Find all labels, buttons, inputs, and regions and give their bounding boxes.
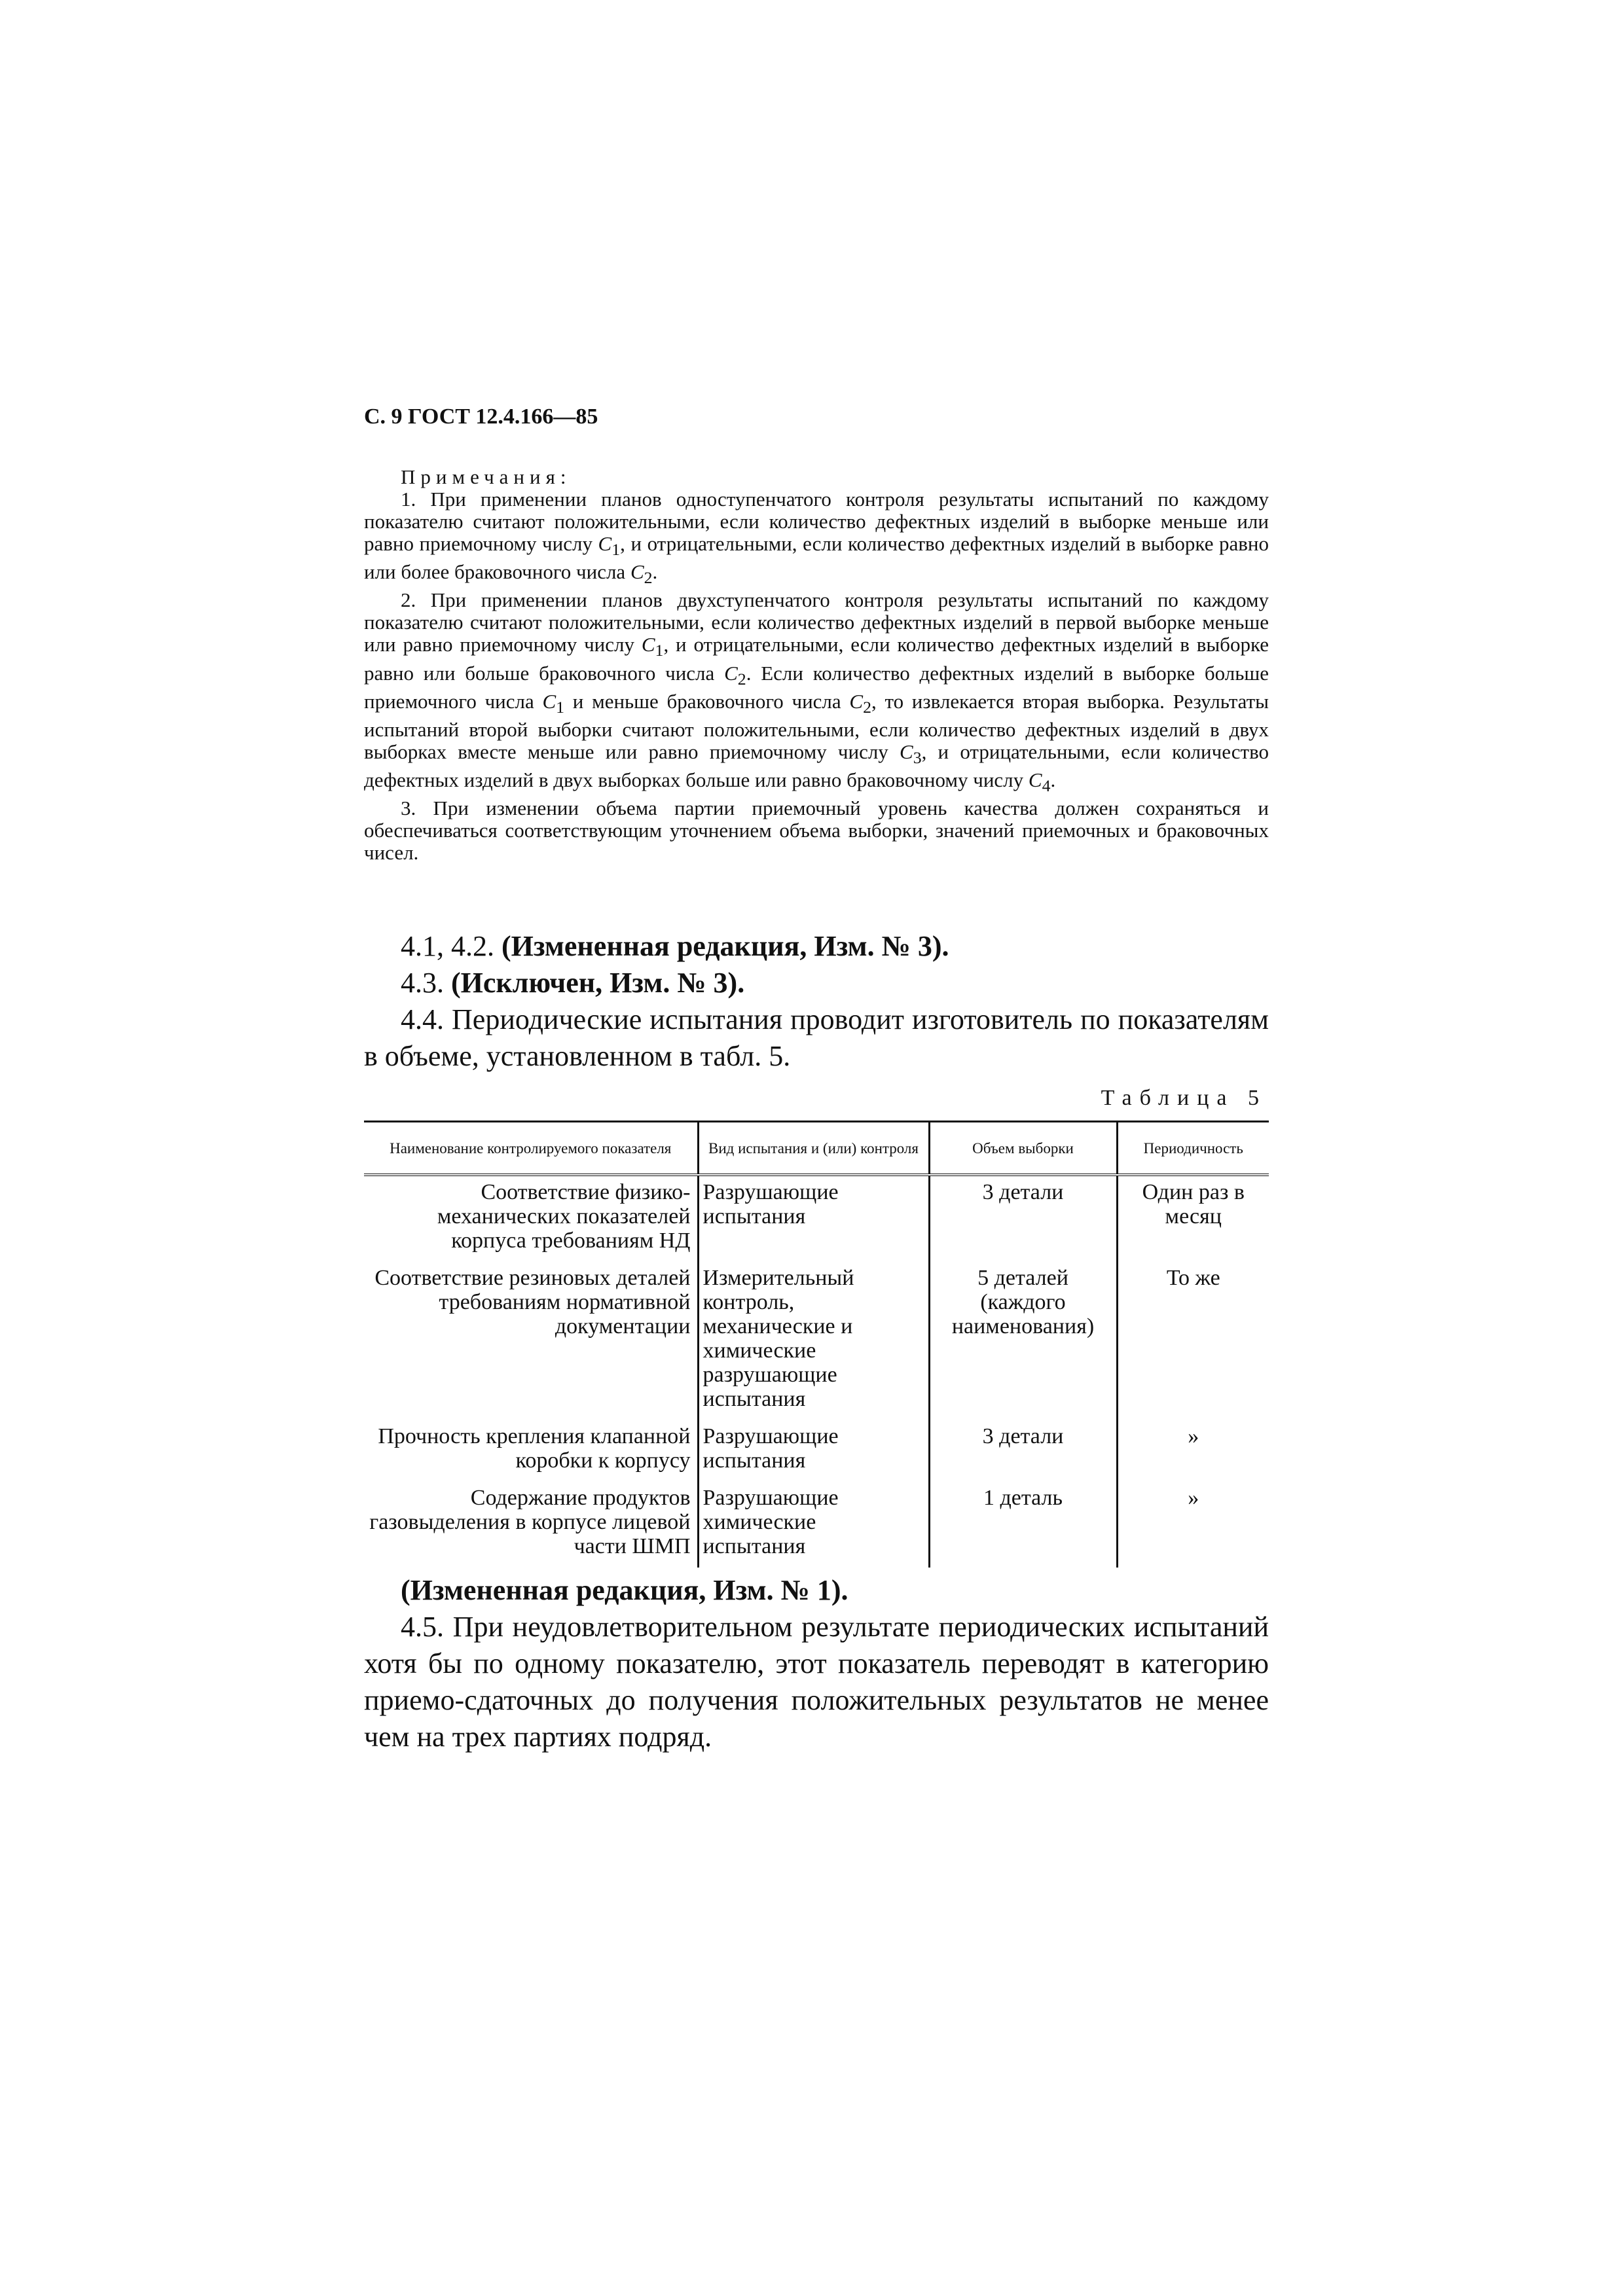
table-cell: Один раз в месяц	[1117, 1175, 1269, 1262]
para-4-1-4-2: 4.1, 4.2. (Измененная редакция, Изм. № 3).	[401, 930, 949, 962]
table-header-cell: Вид испытания и (или) контроля	[698, 1122, 929, 1175]
table-cell: То же	[1117, 1262, 1269, 1420]
para-4-4: 4.4. Периодические испытания проводит изготовитель по показателям в объеме, установленном в табл. 5.	[364, 1003, 1269, 1072]
para-amendment-1: (Измененная редакция, Изм. № 1).	[401, 1574, 848, 1606]
table-cell: Соответствие резиновых деталей требованиям нормативной документации	[374, 1266, 691, 1338]
note-2: 2. При применении планов двухступенчатого контроля результаты испытаний по каждому показателю считают положительными, если количество дефектных изделий в первой выборке меньше или равно приемочному числу $C_1$, и отрицательными, если количество дефектных изделий в выборке равно или больше браковочного числа $C_2$. Если количество дефектных изделий в выборке больше приемочного числа $C_1$ и меньше браковочного числа $C_2$, то извлекается вторая выборка. Результаты испытаний второй выборки считают положительными, если количество дефектных изделий в двух выборках вместе меньше или равно приемочному числу $C_3$, и отрицательными, если количество дефектных изделий в двух выборках больше или равно браковочному числу $C_4$.	[364, 588, 1269, 796]
table-cell: 3 детали	[929, 1420, 1117, 1482]
table-cell: Соответствие физико-механических показателей корпуса требованиям НД	[437, 1180, 691, 1253]
table-cell: Прочность крепления клапанной коробки к корпусу	[378, 1424, 691, 1473]
table-cell: Разрушающие химические испытания	[698, 1482, 929, 1568]
table-cell: Измерительный контроль, механические и химические разрушающие испытания	[698, 1262, 929, 1420]
table-cell: 5 деталей (каждого наименования)	[929, 1262, 1117, 1420]
table-cell: »	[1117, 1420, 1269, 1482]
table-cell: 1 деталь	[929, 1482, 1117, 1568]
table-header-row	[364, 1122, 1269, 1175]
note-1: 1. При применении планов одноступенчатого контроля результаты испытаний по каждому показателю считают положительными, если количество дефектных изделий в выборке меньше или равно приемочному числу $C_1$, и отрицательными, если количество дефектных изделий в выборке равно или более браковочного числа $C_2$.	[364, 488, 1269, 588]
table-cell: Разрушающие испытания	[698, 1175, 929, 1262]
para-4-3: 4.3. (Исключен, Изм. № 3).	[401, 967, 745, 999]
notes-title: Примечания:	[401, 465, 572, 488]
table-cell: 3 детали	[929, 1175, 1117, 1262]
table-header-cell: Наименование контролируемого показателя	[364, 1122, 698, 1175]
table-row	[364, 1175, 1269, 1262]
table-cell: Содержание продуктов газовыделения в корпусе лицевой части ШМП	[369, 1486, 691, 1558]
table-row	[364, 1262, 1269, 1420]
notes-block	[364, 466, 1269, 864]
note-3: 3. При изменении объема партии приемочный уровень качества должен сохраняться и обеспечиваться соответствующим уточнением объема выборки, значений приемочных и браковочных чисел.	[364, 797, 1269, 865]
para-4-5: 4.5. При неудовлетворительном результате периодических испытаний хотя бы по одному показателю, этот показатель переводят в категорию приемо-сдаточных до получения положительных результатов не менее чем на трех партиях подряд.	[364, 1611, 1269, 1753]
table-label: Таблица 5	[1101, 1086, 1267, 1110]
section-4-5	[364, 1572, 1269, 1755]
page-header: С. 9 ГОСТ 12.4.166—85	[364, 404, 598, 429]
table-row	[364, 1482, 1269, 1568]
table-cell: »	[1117, 1482, 1269, 1568]
section-4-1-4-4	[364, 928, 1269, 1075]
table-cell: Разрушающие испытания	[698, 1420, 929, 1482]
table-header-cell: Периодичность	[1117, 1122, 1269, 1175]
table-row	[364, 1420, 1269, 1482]
table-5	[364, 1121, 1269, 1568]
table-header-cell: Объем выборки	[929, 1122, 1117, 1175]
